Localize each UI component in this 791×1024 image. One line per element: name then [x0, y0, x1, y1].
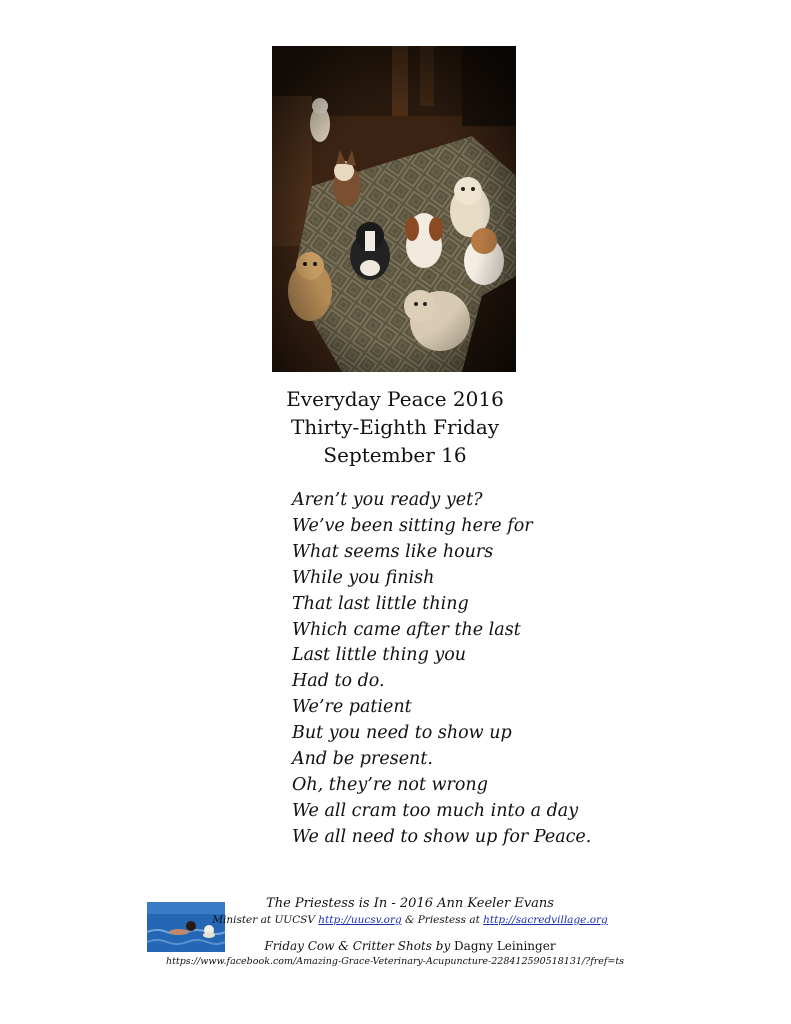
poem-line: Last little thing you [292, 645, 467, 666]
poem-line: While you finish [292, 567, 435, 588]
affiliations [180, 913, 640, 928]
poem-line: Oh, they’re not wrong [292, 774, 488, 795]
title-block [250, 385, 540, 469]
photo-credit [180, 938, 640, 955]
poem-line: And be present. [292, 749, 433, 770]
poem-line: Which came after the last [292, 619, 521, 640]
page-subtitle-week: Thirty-Eighth Friday [290, 415, 500, 439]
minister-label: Minister at UUCSV [212, 914, 319, 926]
sacredvillage-link[interactable]: http://sacredvillage.org [483, 914, 608, 926]
poem-line: But you need to show up [292, 723, 512, 744]
priestess-label: & Priestess at [401, 914, 484, 926]
poem-line: We all need to show up for Peace. [292, 826, 592, 847]
photo-credit-label: Friday Cow & Critter Shots by [264, 939, 455, 953]
photographer-name: Dagny Leininger [454, 939, 556, 953]
poem-line: We all cram too much into a day [292, 800, 579, 821]
poem [292, 488, 591, 851]
poem-line: We’re patient [292, 697, 412, 718]
poem-line: What seems like hours [292, 541, 494, 562]
page-subtitle-date: September 16 [323, 443, 467, 467]
poem-line: Aren’t you ready yet? [292, 490, 483, 510]
poem-line: That last little thing [292, 593, 469, 614]
dogs-photo-image [272, 46, 516, 372]
poem-line: We’ve been sitting here for [292, 515, 533, 536]
uucsv-link[interactable]: http://uucsv.org [318, 914, 402, 926]
author-credit: The Priestess is In - 2016 Ann Keeler Evans [266, 896, 554, 911]
page-title: Everyday Peace 2016 [286, 387, 504, 411]
poem-line: Had to do. [292, 671, 385, 692]
dogs-photo [272, 46, 516, 372]
footer-credits [165, 895, 640, 968]
facebook-url: https://www.facebook.com/Amazing-Grace-Veterinary-Acupuncture-228412590518131/?fref=ts [165, 956, 625, 967]
